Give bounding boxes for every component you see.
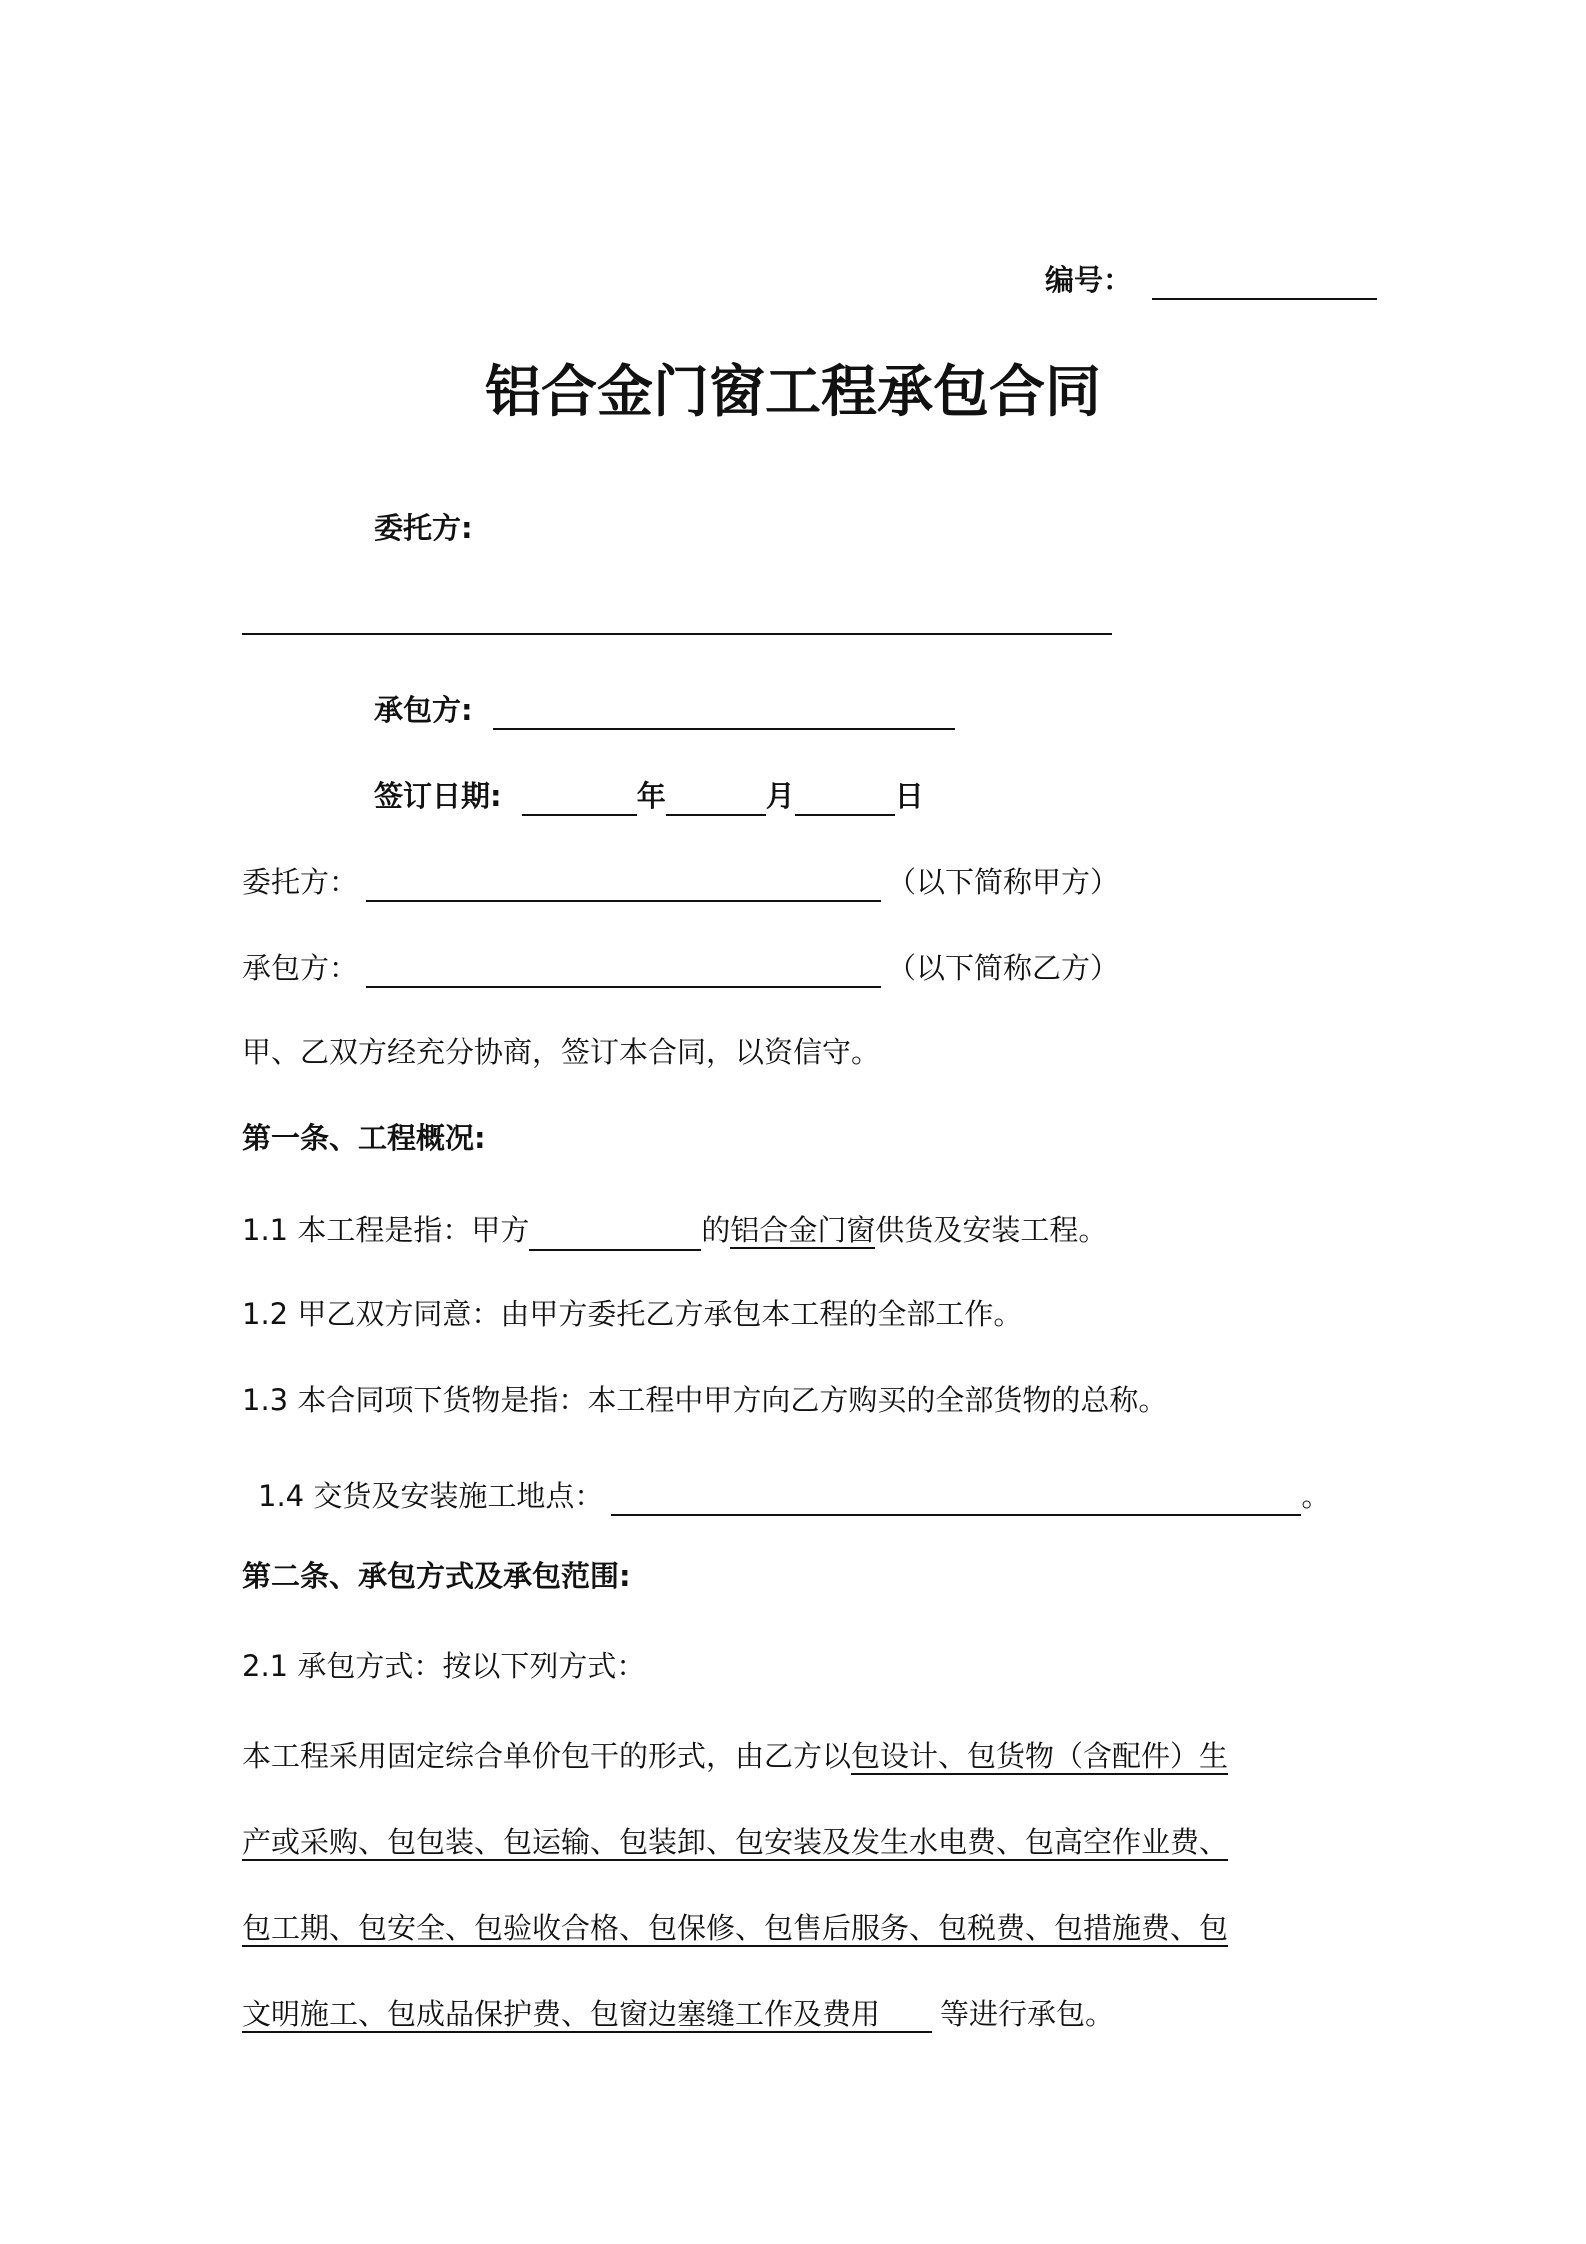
party-client-label: 委托方： — [242, 865, 359, 899]
doc-title: 铝合金门窗工程承包合同 — [485, 360, 1101, 425]
clause-1-3: 1.3 本合同项下货物是指：本工程中甲方向乙方购买的全部货物的总称。 — [242, 1383, 1168, 1417]
cover-date-label: 签订日期: — [374, 779, 502, 813]
date-year-field[interactable] — [522, 783, 637, 816]
clause-1-1-suffix: 供货及安装工程。 — [875, 1213, 1108, 1247]
date-year-unit: 年 — [636, 779, 666, 813]
date-day-unit: 日 — [894, 779, 924, 813]
article2-heading: 第二条、承包方式及承包范围: — [242, 1559, 631, 1593]
party-client-field[interactable] — [366, 869, 881, 902]
party-contractor-label: 承包方： — [242, 951, 359, 985]
clause-1-1-prefix: 1.1 本工程是指：甲方 — [242, 1213, 530, 1247]
party-client-suffix: （以下简称甲方） — [887, 865, 1120, 899]
clause-1-1-mid: 的 — [701, 1213, 731, 1247]
scope-prefix: 本工程采用固定综合单价包干的形式，由乙方以 — [242, 1739, 852, 1773]
cover-contractor-label: 承包方: — [374, 693, 473, 727]
party-contractor-suffix: （以下简称乙方） — [887, 951, 1120, 985]
scope-text-3: 包工期、包安全、包验收合格、包保修、包售后服务、包税费、包措施费、包 — [242, 1911, 1229, 1945]
cover-contractor-field[interactable] — [493, 697, 955, 730]
scope-text-4: 文明施工、包成品保护费、包窗边塞缝工作及费用 — [242, 1997, 932, 2033]
party-client — [242, 862, 1119, 902]
article1-heading: 第一条、工程概况: — [242, 1121, 486, 1155]
preamble: 甲、乙双方经充分协商，签订本合同，以资信守。 — [242, 1035, 881, 1069]
party-contractor — [242, 948, 1119, 988]
doc-number-field[interactable] — [1152, 267, 1377, 300]
scope-end: 等进行承包。 — [940, 1997, 1115, 2031]
scope-text-2: 产或采购、包包装、包运输、包装卸、包安装及发生水电费、包高空作业费、 — [242, 1825, 1229, 1859]
date-day-field[interactable] — [795, 783, 895, 816]
clause-2-1: 2.1 承包方式：按以下列方式： — [242, 1649, 646, 1683]
clause-1-1-underlined: 铝合金门窗 — [730, 1213, 876, 1247]
clause-1-2: 1.2 甲乙双方同意：由甲方委托乙方承包本工程的全部工作。 — [242, 1297, 1023, 1331]
clause-1-4-suffix: 。 — [1301, 1479, 1331, 1513]
cover-sign-date — [374, 776, 924, 816]
clause-1-1-field[interactable] — [529, 1218, 701, 1251]
scope-line-3 — [242, 1908, 1228, 1948]
clause-1-4-prefix: 1.4 交货及安装施工地点： — [258, 1479, 604, 1513]
cover-client-field[interactable] — [242, 633, 1112, 635]
cover-contractor — [374, 690, 955, 730]
party-contractor-field[interactable] — [366, 955, 881, 988]
clause-1-4 — [258, 1476, 1330, 1516]
cover-client-label: 委托方: — [374, 511, 473, 545]
scope-line-4 — [242, 1994, 1114, 2034]
date-month-unit: 月 — [765, 779, 795, 813]
scope-text-1: 包设计、包货物（含配件）生 — [851, 1739, 1229, 1773]
scope-line-2 — [242, 1822, 1228, 1862]
clause-1-1 — [242, 1210, 1107, 1251]
doc-number — [1045, 260, 1377, 300]
date-month-field[interactable] — [666, 783, 766, 816]
doc-number-label: 编号： — [1045, 263, 1133, 297]
clause-1-4-field[interactable] — [611, 1483, 1301, 1516]
scope-line-1 — [242, 1736, 1228, 1776]
